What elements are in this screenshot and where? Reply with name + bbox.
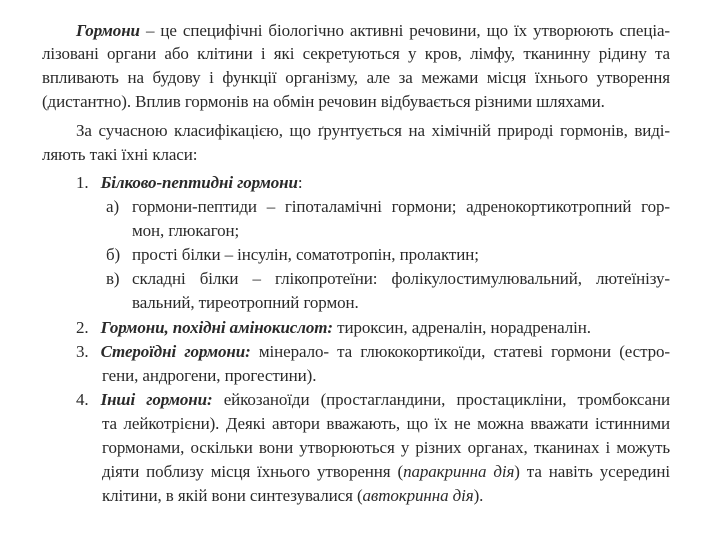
subitem-c-line-1: складні білки – глікопротеїни: фолікулостимулювальний, лютеїнізу- <box>132 269 670 288</box>
subitem-c-line-2: вальний, тиреотропний гормон. <box>132 293 359 312</box>
classification-line-2: ляють такі їхні класи: <box>42 145 198 164</box>
subitem-b-letter: б) <box>106 245 121 264</box>
intro-line-4: (дистантно). Вплив гормонів на обмін речовин відбувається різними шляхами. <box>42 92 605 111</box>
subitem-b-line-1: прості білки – інсулін, соматотропін, пролактин; <box>132 245 479 264</box>
class-4-line-3: гормонами, оскільки вони утворюються у різних органах, тканинах і можуть <box>102 438 670 457</box>
class-1-heading: 1. Білково-пептидні гормони: <box>76 173 303 192</box>
intro-line-3: впливають на будову і функції організму, але за межами місця їхнього утворення <box>42 68 670 87</box>
class-4-heading: 4. Інші гормони: ейкозаноїди (простагландини, простацикліни, тромбоксани <box>76 390 670 409</box>
autocrine-term: автокринна дія <box>362 486 474 505</box>
subitem-a-line-1: гормони-пептиди – гіпоталамічні гормони; адренокортикотропний гор- <box>132 197 670 216</box>
paracrine-term: паракринна дія <box>403 462 515 481</box>
class-4-line-4: діяти поблизу місця їхнього утворення (паракринна дія) та навіть усередині <box>102 462 670 481</box>
subitem-a-line-2: мон, глюкагон; <box>132 221 240 240</box>
class-4-line-5: клітини, в якій вони синтезувалися (автокринна дія). <box>102 486 484 505</box>
class-3-line-2: гени, андрогени, прогестини). <box>102 366 317 385</box>
class-4-line-2: та лейкотрієни). Деякі автори вважають, що їх не можна вважати істинними <box>102 414 670 433</box>
intro-line-2: лізовані органи або клітини і які секретуються у кров, лімфу, тканинну рідину та <box>42 44 670 63</box>
term-hormones: Гормони <box>76 21 140 40</box>
subitem-c-letter: в) <box>106 269 120 288</box>
class-2-heading: 2. Гормони, похідні амінокислот: тироксин, адреналін, норадреналін. <box>76 318 591 337</box>
class-3-heading: 3. Стероїдні гормони: мінерало- та глюкокортикоїди, статеві гормони (естро- <box>76 342 670 361</box>
intro-line-1: Гормони – це специфічні біологічно активні речовини, що їх утворюють спеціа- <box>76 21 670 40</box>
subitem-a-letter: а) <box>106 197 120 216</box>
classification-line-1: За сучасною класифікацією, що ґрунтується на хімічній природі гормонів, виді- <box>76 121 670 140</box>
